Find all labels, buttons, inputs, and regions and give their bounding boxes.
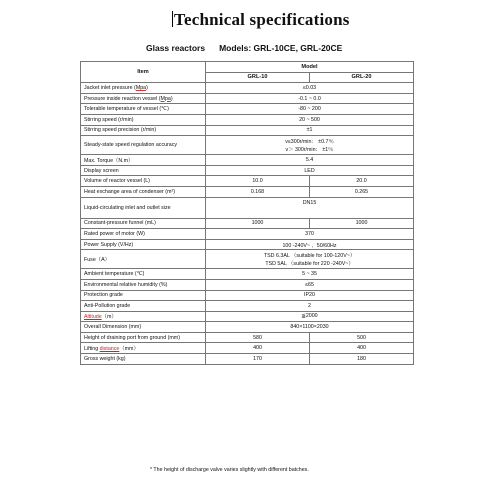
table-row: [81, 332, 414, 343]
model-list: Models: GRL-10CE, GRL-20CE: [219, 43, 343, 53]
row-label: Volume of reactor vessel (L): [81, 176, 206, 187]
row-label: Overall Dimension (mm): [81, 322, 206, 333]
row-value-a: 400: [206, 343, 310, 354]
value-line: v＞ 300r/min： ±1％: [285, 147, 334, 154]
row-value: ≤65: [206, 279, 414, 290]
row-label: Steady-state speed regulation accuracy: [81, 136, 206, 155]
row-value: 2: [206, 301, 414, 312]
row-label: Altitude（m）: [81, 311, 206, 322]
header-row-1: [81, 62, 414, 73]
row-value: DN15: [206, 197, 414, 218]
table-row: [81, 279, 414, 290]
table-row: [81, 155, 414, 166]
table-row: [81, 83, 414, 94]
row-label: Power Supply (V/Hz): [81, 239, 206, 250]
row-label: Display screen: [81, 165, 206, 176]
row-label: Rated power of motor (W): [81, 229, 206, 240]
row-label: Liquid-circulating inlet and outlet size: [81, 197, 206, 218]
row-label: Tolerable temperature of vessel (℃): [81, 104, 206, 115]
row-label: Stirring speed precision (r/min): [81, 125, 206, 136]
row-label: Anti-Pollution grade: [81, 301, 206, 312]
row-value: 5 ~ 35: [206, 269, 414, 280]
row-label: Gross weight (kg): [81, 354, 206, 365]
row-value-a: 10.0: [206, 176, 310, 187]
row-value-b: 500: [310, 332, 414, 343]
value-line: v≤300r/min： ±0.7％: [285, 139, 334, 146]
table-row: [81, 301, 414, 312]
table-row: [81, 186, 414, 197]
row-label: Ambient temperature (℃): [81, 269, 206, 280]
footnote: * The height of discharge valve varies slightly with different batches.: [150, 467, 309, 473]
row-value: -0.1 ~ 0.0: [206, 93, 414, 104]
row-value: [206, 250, 414, 269]
row-label: Height of draining port from ground (mm): [81, 332, 206, 343]
row-value: ±1: [206, 125, 414, 136]
row-value: 370: [206, 229, 414, 240]
spec-table: [80, 61, 414, 365]
table-row: [81, 114, 414, 125]
row-label: Protection grade: [81, 290, 206, 301]
row-label: Max. Torque（N.m）: [81, 155, 206, 166]
product-name: Glass reactors: [146, 43, 206, 53]
table-row: [81, 250, 414, 269]
row-label: Pressure inside reaction vessel (Mpa): [81, 93, 206, 104]
row-value: IP20: [206, 290, 414, 301]
row-label: Lifting distance（mm）: [81, 343, 206, 354]
row-value: 20 ~ 500: [206, 114, 414, 125]
table-row: [81, 354, 414, 365]
row-value-a: 170: [206, 354, 310, 365]
row-value-a: 1000: [206, 218, 310, 229]
row-value-a: 580: [206, 332, 310, 343]
table-row: [81, 104, 414, 115]
value-line: TSD 5AL （suitable for 220 -240V~）: [265, 261, 354, 268]
table-row: [81, 343, 414, 354]
header-col-a: GRL-10: [206, 72, 310, 83]
table-row: [81, 136, 414, 155]
row-label: Environmental relative humidity (%): [81, 279, 206, 290]
table-row: [81, 125, 414, 136]
subtitle: [146, 43, 342, 53]
table-row: [81, 176, 414, 187]
row-value-a: 0.168: [206, 186, 310, 197]
table-row: [81, 93, 414, 104]
table-row: [81, 165, 414, 176]
row-value-b: 180: [310, 354, 414, 365]
row-label: Fuse（A）: [81, 250, 206, 269]
row-label: Constant-pressure funnel (mL): [81, 218, 206, 229]
table-row: [81, 311, 414, 322]
table-row: [81, 218, 414, 229]
table-row: [81, 239, 414, 250]
title-text: Technical specifications: [174, 10, 350, 29]
table-row: [81, 322, 414, 333]
row-label: Heat exchange area of condenser (m²): [81, 186, 206, 197]
row-value: [206, 136, 414, 155]
table-row: [81, 229, 414, 240]
row-value: 100 -240V~ 、50/60Hz: [206, 239, 414, 250]
value-line: TSD 6.3AL （suitable for 100-120V~）: [263, 253, 356, 260]
row-value-b: 0.265: [310, 186, 414, 197]
row-label: Jacket inlet pressure (Mpa): [81, 83, 206, 94]
row-value: -80 ~ 200: [206, 104, 414, 115]
header-col-b: GRL-20: [310, 72, 414, 83]
row-value: 840×1100×2030: [206, 322, 414, 333]
header-model: Model: [206, 62, 414, 73]
row-value: 5.4: [206, 155, 414, 166]
row-value: ≤0.03: [206, 83, 414, 94]
table-row: [81, 269, 414, 280]
table-row: [81, 197, 414, 218]
table-row: [81, 290, 414, 301]
text-cursor: [172, 11, 173, 27]
row-label: Stirring speed (r/min): [81, 114, 206, 125]
page-title: [172, 10, 350, 30]
row-value: ≦2000: [206, 311, 414, 322]
header-item: Item: [81, 62, 206, 83]
row-value-b: 1000: [310, 218, 414, 229]
row-value-b: 400: [310, 343, 414, 354]
row-value-b: 20.0: [310, 176, 414, 187]
row-value: LED: [206, 165, 414, 176]
